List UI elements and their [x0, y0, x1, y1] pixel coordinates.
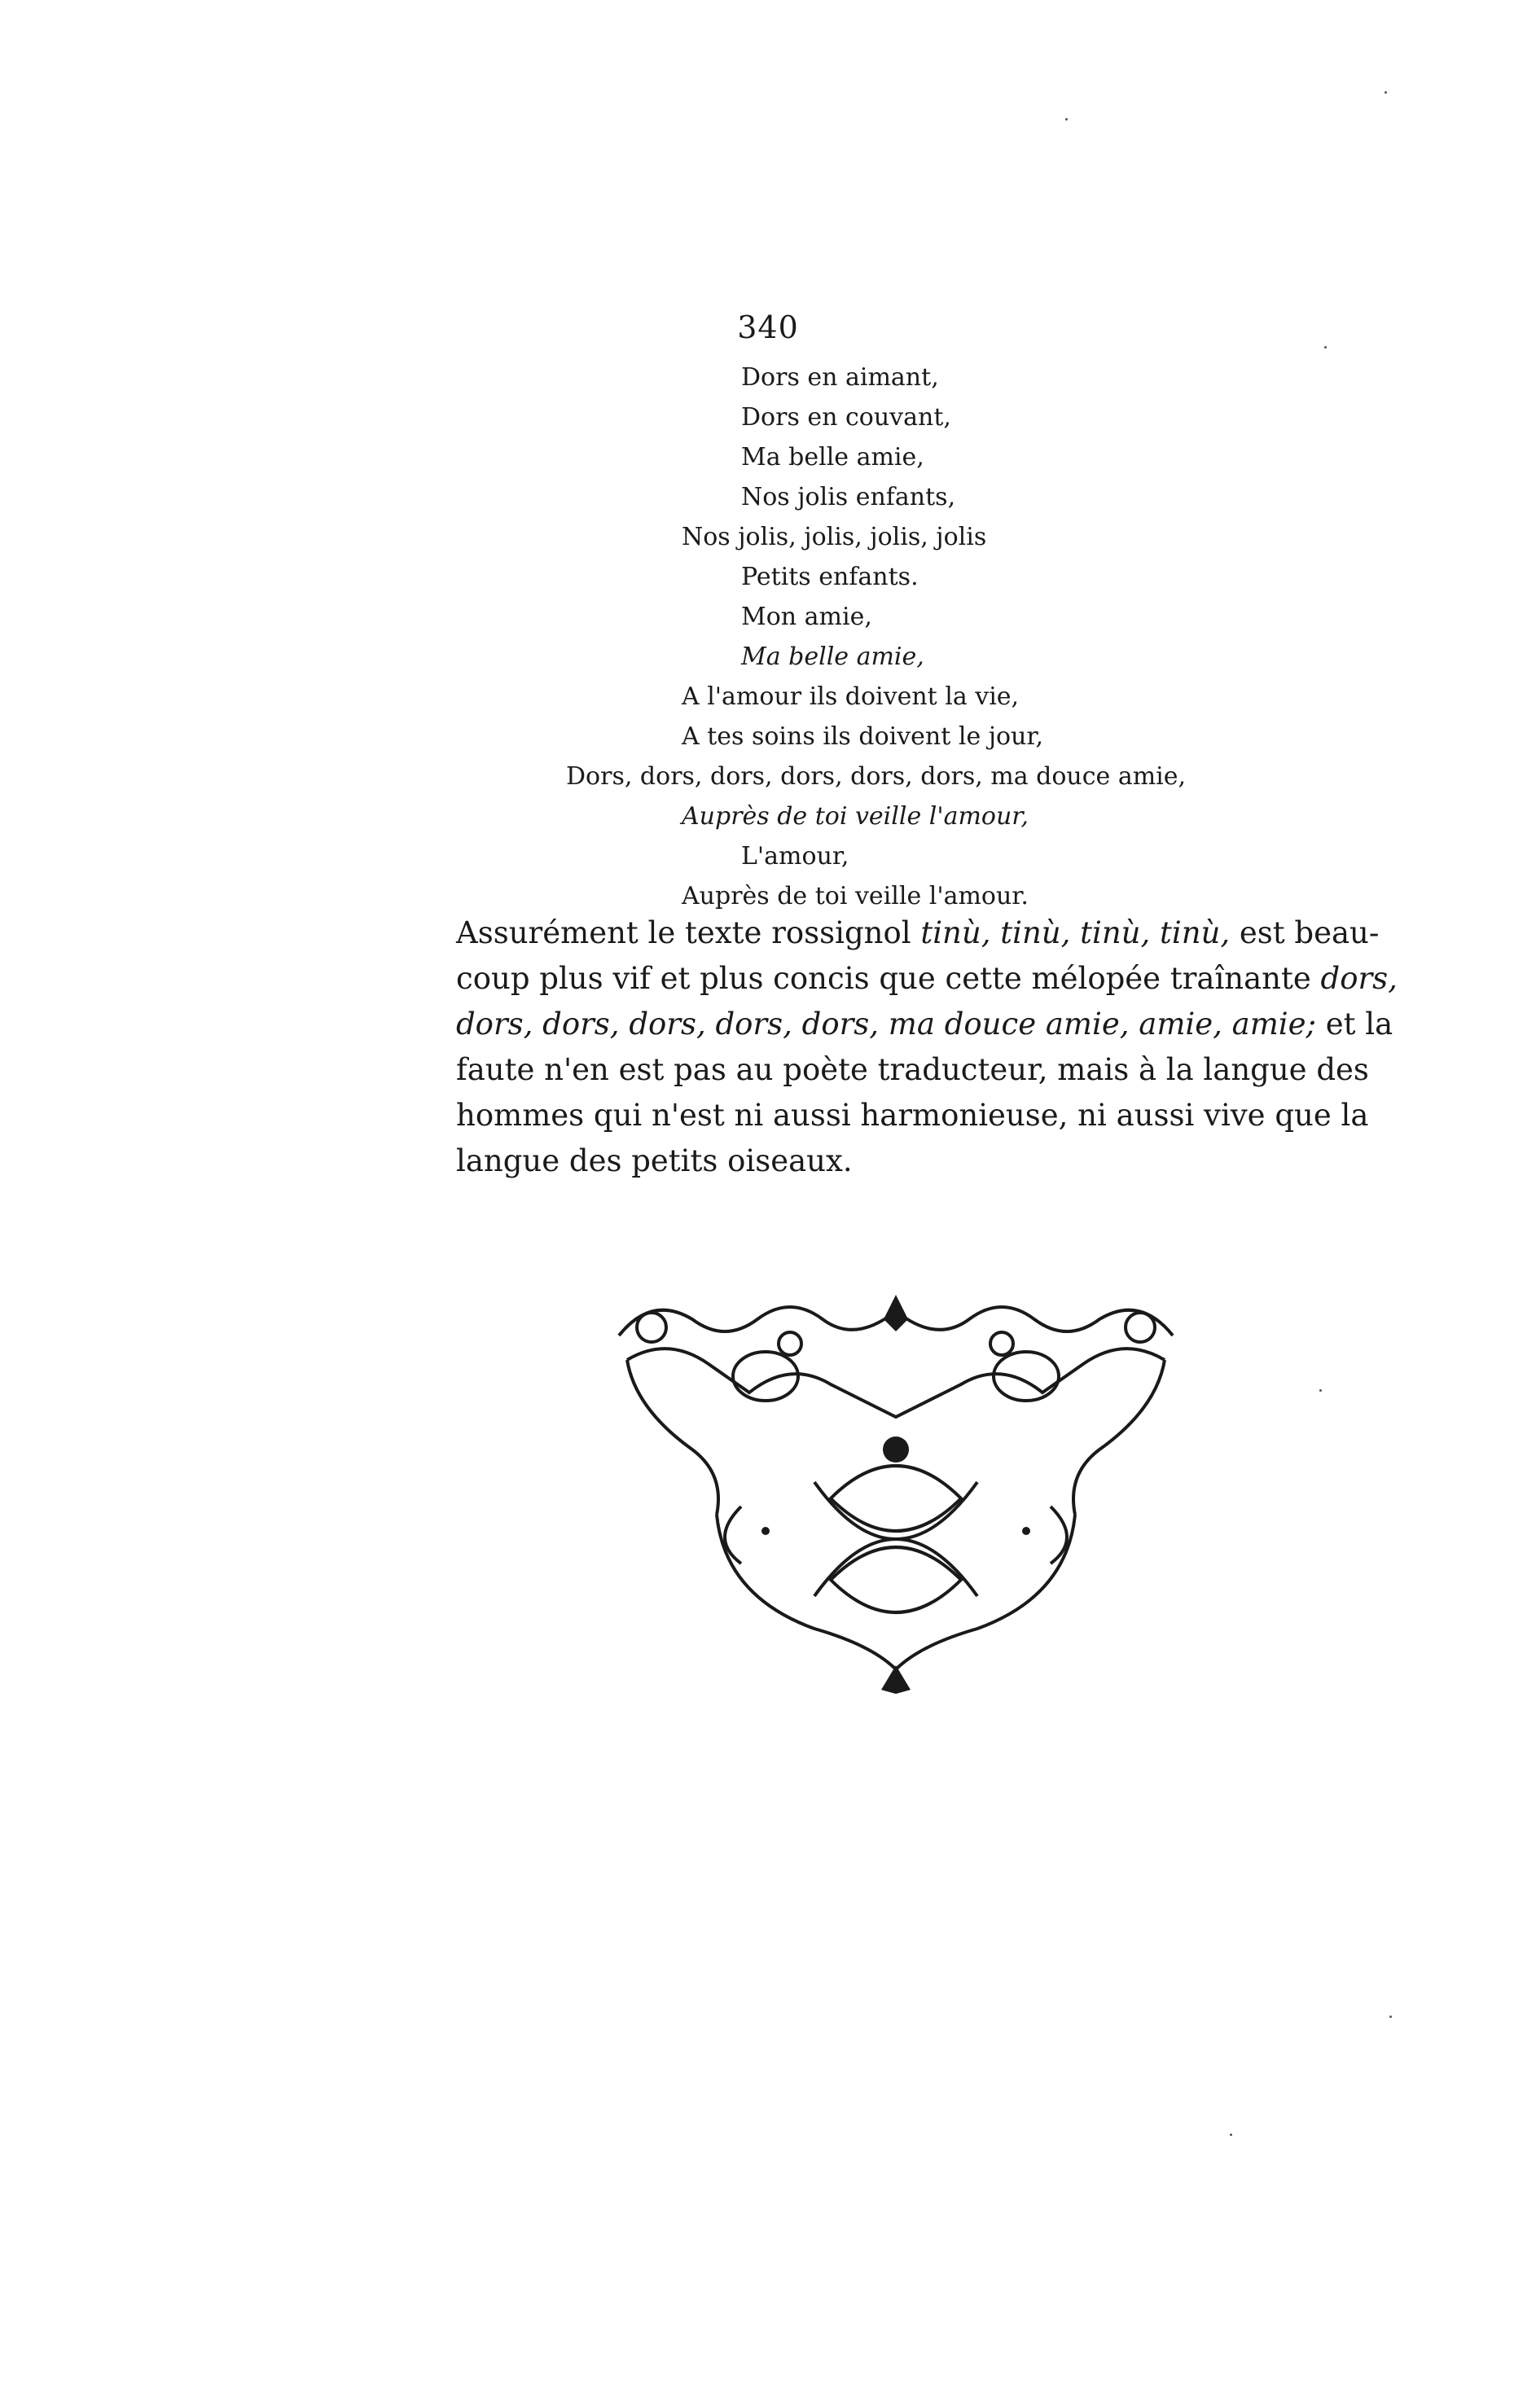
- paper-speck: [1389, 2015, 1392, 2018]
- paper-speck: [1324, 346, 1327, 349]
- paragraph-line: [456, 910, 1380, 956]
- decorative-vignette: [603, 1287, 1189, 1694]
- left-wing: [627, 1360, 718, 1515]
- poem-line: Nos jolis, jolis, jolis, jolis: [682, 523, 987, 551]
- poem-line: Mon amie,: [741, 603, 872, 631]
- flower-dot-left: [761, 1527, 770, 1535]
- upper-curve: [627, 1349, 1165, 1417]
- paragraph-line: langue des petits oiseaux.: [456, 1143, 853, 1178]
- paper-speck: [1319, 1389, 1322, 1392]
- italic-run: tinù, tinù, tinù, tinù,: [920, 915, 1231, 950]
- right-bird-head: [990, 1332, 1013, 1355]
- paragraph-line: [456, 1002, 1393, 1047]
- poem-line: Dors en couvant,: [741, 403, 951, 432]
- text-run: Assurément le texte rossignol: [456, 915, 921, 950]
- page-number: 340: [737, 309, 799, 345]
- spiral-right: [1126, 1313, 1155, 1342]
- right-wing: [1073, 1360, 1165, 1515]
- italic-run: dors,: [1320, 961, 1398, 996]
- poem-line: Dors en aimant,: [741, 363, 939, 392]
- poem-line: L'amour,: [741, 842, 849, 871]
- italic-run: dors, dors, dors, dors, dors, ma douce amie, amie, amie;: [456, 1007, 1316, 1042]
- poem-line: A tes soins ils doivent le jour,: [682, 722, 1043, 751]
- flower-dot-right: [1022, 1527, 1030, 1535]
- poem-line: Auprès de toi veille l'amour.: [682, 882, 1029, 910]
- body-paragraph: [456, 910, 1398, 1184]
- paper-speck: [1385, 91, 1387, 94]
- poem-line: Ma belle amie,: [741, 443, 924, 472]
- text-run: coup plus vif et plus concis que cette mélopée traînante: [456, 961, 1321, 996]
- poem-line: Dors, dors, dors, dors, dors, dors, ma douce amie,: [566, 762, 1187, 791]
- paper-speck: [1230, 2134, 1232, 2136]
- paragraph-line: faute n'en est pas au poète traducteur, mais à la langue des: [456, 1052, 1369, 1087]
- paragraph-line: [456, 956, 1398, 1002]
- poem-line: Auprès de toi veille l'amour,: [682, 802, 1029, 831]
- poem-line: Petits enfants.: [741, 563, 919, 591]
- left-bird-head: [779, 1332, 801, 1355]
- left-bird-body: [733, 1352, 798, 1401]
- paper-speck: [1065, 118, 1068, 121]
- paragraph-line: hommes qui n'est ni aussi harmonieuse, ni aussi vive que la: [456, 1098, 1369, 1133]
- poem-line: Nos jolis enfants,: [741, 483, 956, 511]
- top-fleuron: [884, 1295, 908, 1331]
- spiral-left: [637, 1313, 666, 1342]
- poem-line: Ma belle amie,: [741, 643, 924, 671]
- right-bird-body: [994, 1352, 1059, 1401]
- poem-line: A l'amour ils doivent la vie,: [682, 682, 1020, 711]
- text-run: et la: [1316, 1007, 1393, 1042]
- bottom-drop: [881, 1665, 911, 1694]
- text-run: est beau-: [1230, 915, 1380, 950]
- center-boss: [883, 1436, 909, 1463]
